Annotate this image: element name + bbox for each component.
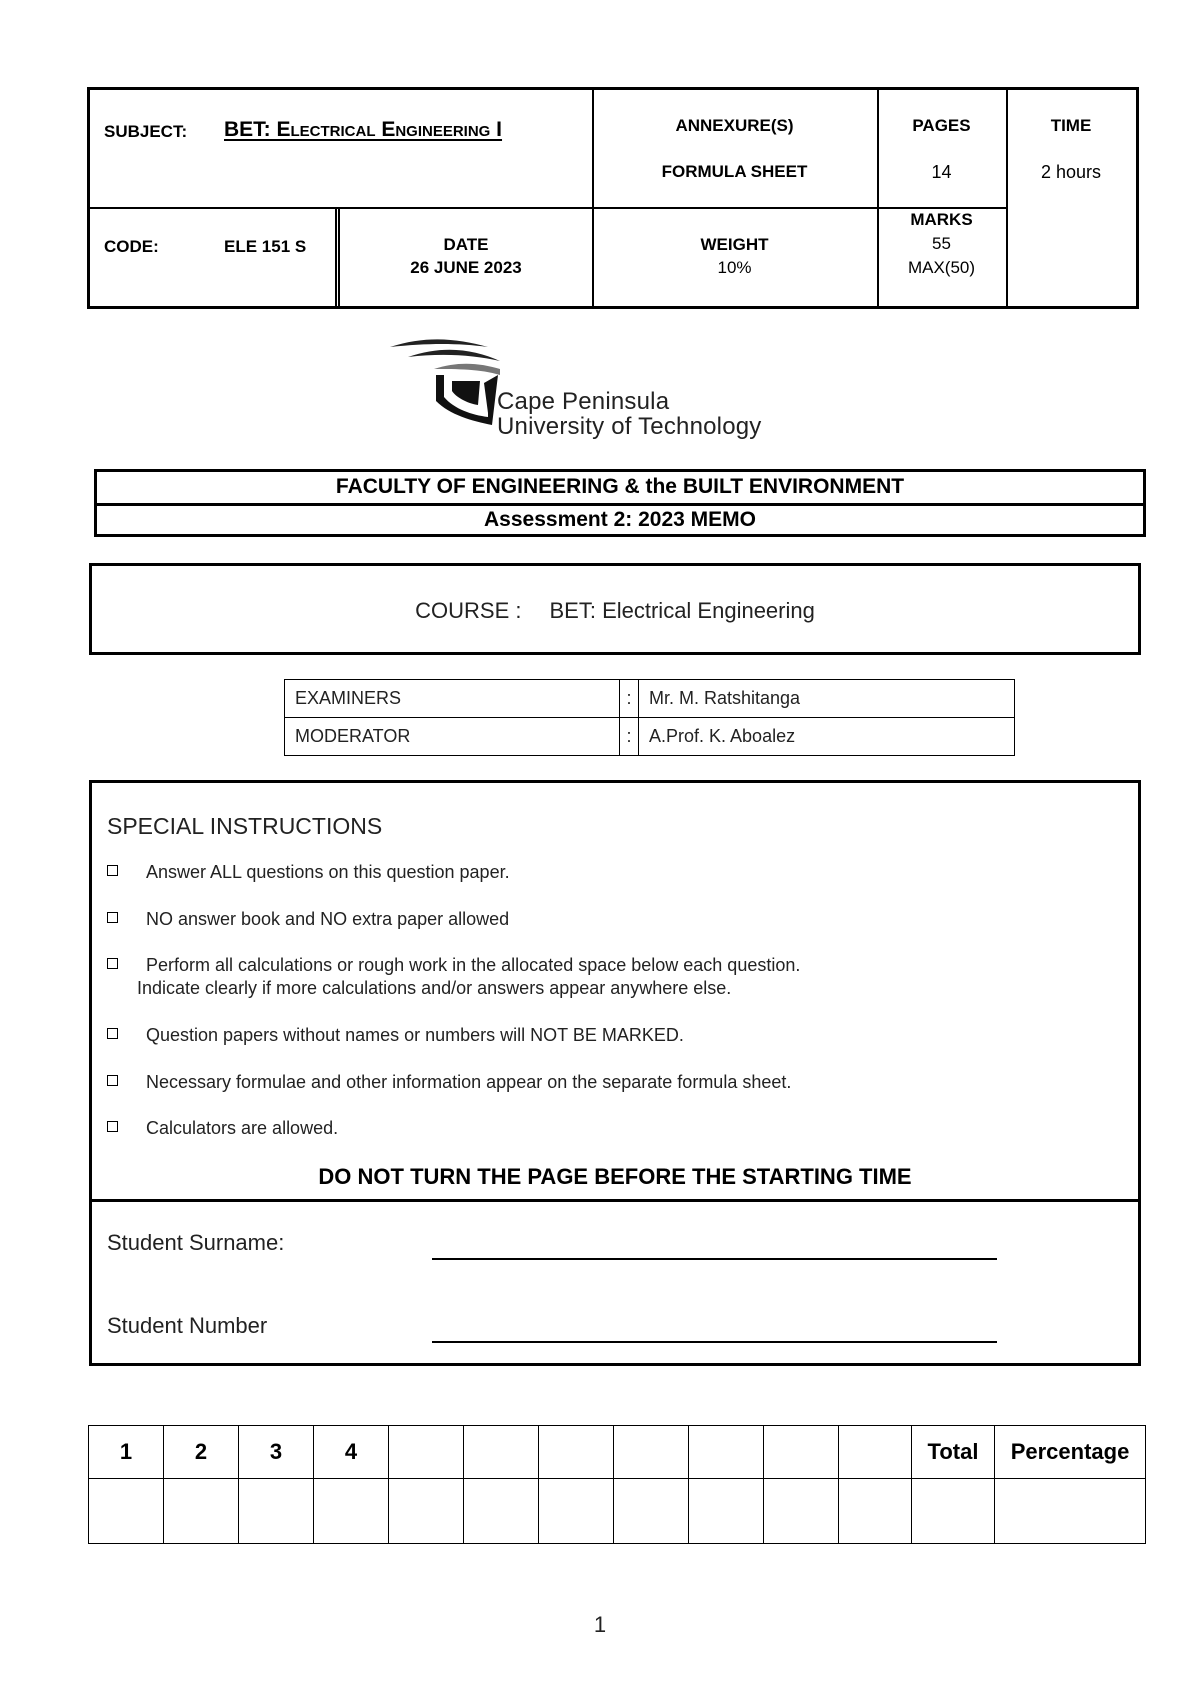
- instruction-text: NO answer book and NO extra paper allowed: [146, 909, 510, 929]
- table-row: [89, 1479, 1146, 1544]
- examiners-table: [284, 679, 1015, 756]
- checkbox-bullet-icon: [107, 912, 118, 923]
- subject-label: SUBJECT:: [104, 122, 188, 141]
- marks-header-cell: [539, 1426, 614, 1479]
- instructions-title: SPECIAL INSTRUCTIONS: [107, 813, 383, 839]
- list-item: [107, 909, 509, 930]
- date-value: 26 JUNE 2023: [410, 258, 522, 277]
- instructions-divider: [92, 1199, 1138, 1202]
- student-number-label: Student Number: [107, 1313, 268, 1338]
- table-row: [285, 718, 1015, 756]
- marks-header-cell: 2: [164, 1426, 239, 1479]
- marks-header-cell: [614, 1426, 689, 1479]
- marks-cell[interactable]: [464, 1479, 539, 1544]
- time-label: TIME: [1050, 116, 1092, 135]
- logo-text-line1: Cape Peninsula: [497, 388, 670, 415]
- marks-max: MAX(50): [907, 258, 976, 277]
- table-row: [285, 680, 1015, 718]
- marks-header-cell: [389, 1426, 464, 1479]
- examiners-label: EXAMINERS: [285, 680, 620, 718]
- list-item: [107, 1118, 338, 1139]
- moderator-separator: :: [620, 718, 639, 756]
- instruction-text: Calculators are allowed.: [146, 1118, 339, 1138]
- faculty-divider: [97, 503, 1143, 506]
- checkbox-bullet-icon: [107, 958, 118, 969]
- course-line: [92, 598, 1138, 624]
- list-item: [107, 862, 510, 883]
- checkbox-bullet-icon: [107, 1028, 118, 1039]
- marks-header-cell: [764, 1426, 839, 1479]
- list-item: [107, 1072, 791, 1093]
- time-value: 2 hours: [1040, 162, 1102, 182]
- weight-label: WEIGHT: [700, 235, 769, 254]
- page-number: 1: [593, 1612, 607, 1637]
- marks-cell[interactable]: [539, 1479, 614, 1544]
- marks-header-cell: [464, 1426, 539, 1479]
- table-row: [89, 1426, 1146, 1479]
- marks-header-total: Total: [912, 1426, 995, 1479]
- marks-header-cell: 3: [239, 1426, 314, 1479]
- checkbox-bullet-icon: [107, 1075, 118, 1086]
- header-divider: [335, 207, 340, 306]
- marks-cell[interactable]: [839, 1479, 912, 1544]
- faculty-title: FACULTY OF ENGINEERING & the BUILT ENVIRONMENT: [335, 475, 905, 498]
- student-surname-label: Student Surname:: [107, 1230, 285, 1255]
- checkbox-bullet-icon: [107, 865, 118, 876]
- marks-cell[interactable]: [314, 1479, 389, 1544]
- course-value: BET: Electrical Engineering: [549, 598, 815, 623]
- checkbox-bullet-icon: [107, 1121, 118, 1132]
- list-item: [107, 1025, 684, 1046]
- marks-header-percentage: Percentage: [995, 1426, 1146, 1479]
- header-table: [87, 87, 1139, 309]
- marks-header-cell: [689, 1426, 764, 1479]
- instruction-text: Question papers without names or numbers will NOT BE MARKED.: [146, 1025, 684, 1045]
- student-number-field[interactable]: [432, 1341, 997, 1343]
- marks-header-cell: [839, 1426, 912, 1479]
- pages-value: 14: [931, 162, 952, 182]
- marks-percentage-cell[interactable]: [995, 1479, 1146, 1544]
- course-label: COURSE :: [415, 598, 522, 623]
- logo-text-line2: University of Technology: [497, 413, 762, 440]
- instruction-continuation: Indicate clearly if more calculations and/or answers appear anywhere else.: [137, 978, 732, 998]
- assessment-title: Assessment 2: 2023 MEMO: [484, 508, 756, 531]
- marks-cell[interactable]: [164, 1479, 239, 1544]
- header-divider: [90, 207, 1006, 209]
- code-label: CODE:: [104, 237, 159, 256]
- marks-header-cell: 1: [89, 1426, 164, 1479]
- student-surname-field[interactable]: [432, 1258, 997, 1260]
- marks-label: MARKS: [910, 210, 973, 229]
- moderator-value: A.Prof. K. Aboalez: [639, 718, 1015, 756]
- code-value: ELE 151 S: [224, 237, 307, 256]
- faculty-box: [94, 469, 1146, 537]
- annexure-label: ANNEXURE(S): [675, 116, 794, 135]
- moderator-label: MODERATOR: [285, 718, 620, 756]
- marks-cell[interactable]: [239, 1479, 314, 1544]
- subject-value: BET: Electrical Engineering I: [224, 118, 503, 141]
- marks-cell[interactable]: [389, 1479, 464, 1544]
- list-item: [107, 955, 800, 999]
- annexure-value: FORMULA SHEET: [661, 162, 808, 181]
- marks-header-cell: 4: [314, 1426, 389, 1479]
- marks-cell[interactable]: [689, 1479, 764, 1544]
- warning-text: DO NOT TURN THE PAGE BEFORE THE STARTING TIME: [318, 1164, 912, 1189]
- instructions-box: [89, 780, 1141, 1366]
- examiners-value: Mr. M. Ratshitanga: [639, 680, 1015, 718]
- marks-cell[interactable]: [764, 1479, 839, 1544]
- instruction-text: Answer ALL questions on this question paper.: [146, 862, 510, 882]
- marks-cell[interactable]: [89, 1479, 164, 1544]
- course-box: [89, 563, 1141, 655]
- marks-value: 55: [932, 234, 951, 253]
- marks-total-cell[interactable]: [912, 1479, 995, 1544]
- examiners-separator: :: [620, 680, 639, 718]
- marks-cell[interactable]: [614, 1479, 689, 1544]
- date-label: DATE: [443, 235, 489, 254]
- pages-label: PAGES: [912, 116, 971, 135]
- instruction-text: Necessary formulae and other information appear on the separate formula sheet.: [146, 1072, 792, 1092]
- instruction-text: Perform all calculations or rough work in the allocated space below each question.: [146, 955, 801, 975]
- weight-value: 10%: [717, 258, 752, 277]
- marks-table: [88, 1425, 1146, 1544]
